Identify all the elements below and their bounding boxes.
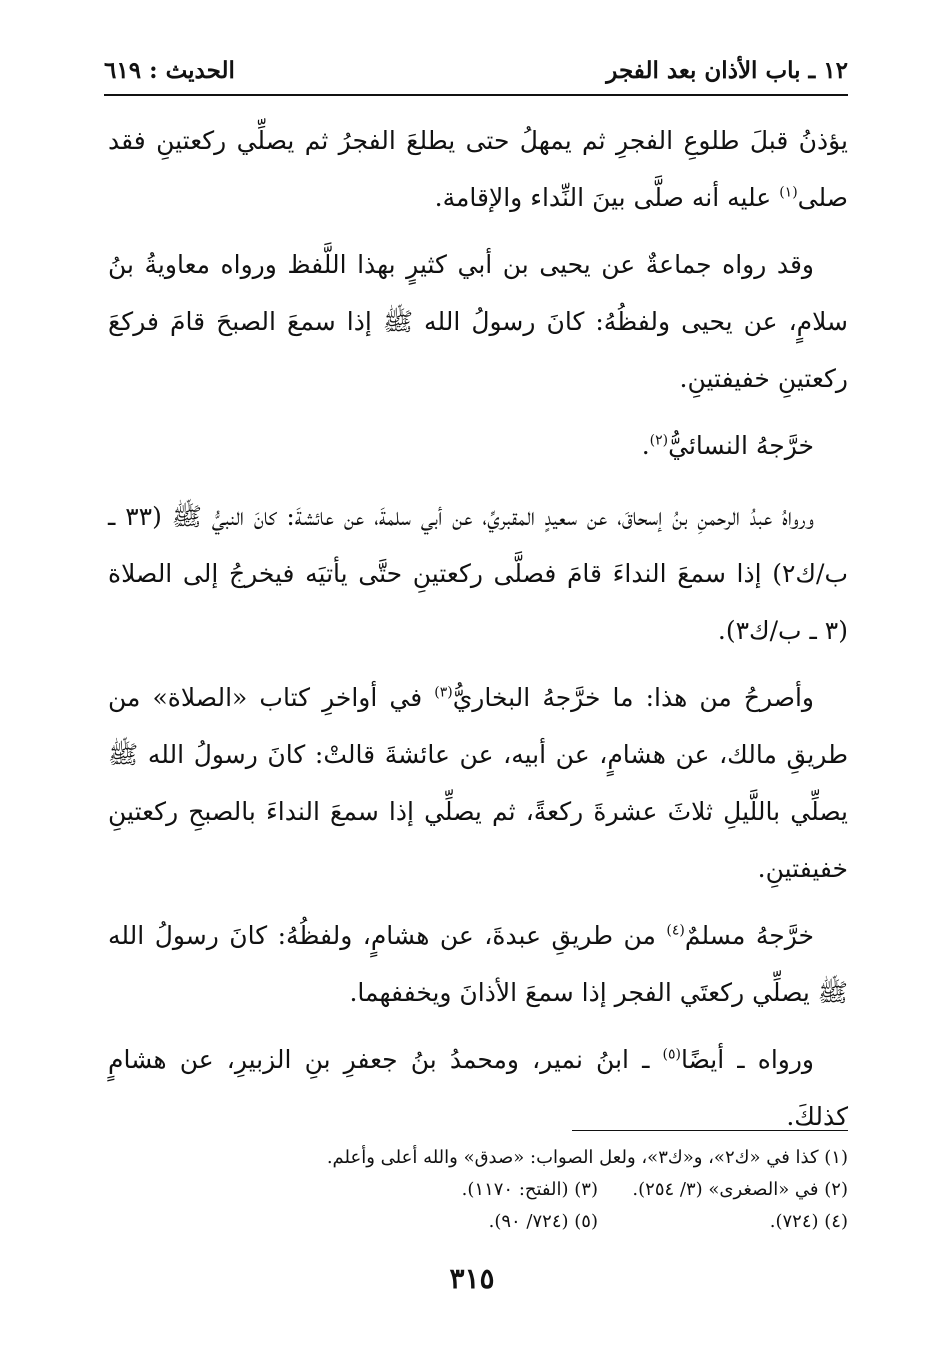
paragraph: وقد رواه جماعةٌ عن يحيى بن أبي كثيرٍ بهذا اللَّفظ ورواه معاويةُ بنُ سلامٍ، عن يحيى ولفظُهُ: كانَ رسولُ الله ﷺ إذا سمعَ الصبحَ قامَ فركعَ ركعتينِ خفيفتينِ. xyxy=(108,250,848,393)
chapter-title: ١٢ ـ باب الأذان بعد الفجر xyxy=(606,56,848,84)
footnote-5: (٥) (٧٢٤/ ٩٠). xyxy=(488,1211,598,1232)
footnote-marker: (٥) xyxy=(662,1046,681,1063)
footnote-3: (٣) (الفتح: ١١٧٠). xyxy=(461,1179,598,1200)
paragraph: خرَّجهُ مسلمٌ$^{(٤)}$ من طريقِ عبدةَ، عن هشامٍ، ولفظُهُ: كانَ رسولُ الله ﷺ يصلِّي ركعتَي الفجر إذا سمعَ الأذانَ ويخففهما. xyxy=(108,921,848,1007)
footnote-marker: (١) xyxy=(779,184,798,201)
footnote-2: (٢) في «الصغرى» (٣/ ٢٥٤). xyxy=(632,1179,848,1200)
main-text xyxy=(108,112,848,1155)
paragraph: يؤذنُ قبلَ طلوعِ الفجرِ ثم يمهلُ حتى يطلعَ الفجرُ ثم يصلِّي ركعتينِ فقد صلى$^{(١)}$ عليه أنه صلَّى بينَ النِّداء والإقامة. xyxy=(108,126,848,212)
hadith-reference: الحديث : ٦١٩ xyxy=(104,56,235,84)
footnote-divider xyxy=(572,1130,848,1131)
footnote-marker: (٣) xyxy=(434,684,453,701)
footnotes xyxy=(108,1142,848,1238)
paragraph: ورواهُ عبدُ الرحمنِ بنُ إسحاقَ، عن سعيدٍ المقبريِّ، عن أبي سلمةَ، عن عائشةَ: كانَ النبيُّ ﷺ (٣٣ ـ ب/ك٢) إذا سمعَ النداءَ قامَ فصلَّى ركعتينِ حتَّى يأتيَه فيخرجُ إلى الصلاة (٣ ـ ب/ك٣). xyxy=(108,502,848,645)
footnote-marker: (٢) xyxy=(649,432,669,449)
footnote-1: (١) كذا في «ك٢»، و«ك٣»، ولعل الصواب: «صدق» والله أعلى وأعلم. xyxy=(326,1147,848,1168)
paragraph: ورواه ـ أيضًا$^{(٥)}$ ـ ابنُ نمير، ومحمدُ بنُ جعفرِ بنِ الزبيرِ، عن هشامٍ كذلكَ. xyxy=(108,1045,848,1131)
header-divider xyxy=(104,94,848,96)
page-number: ٣١٥ xyxy=(449,1262,495,1295)
running-header xyxy=(104,52,848,88)
footnote-marker: (٤) xyxy=(666,922,685,939)
paragraph: خرَّجهُ النسائيُّ$^{(٢)}$. xyxy=(641,431,814,460)
footnote-4: (٤) (٧٢٤). xyxy=(769,1211,848,1232)
paragraph: وأصرحُ من هذا: ما خرَّجهُ البخاريُّ$^{(٣)}$ في أواخرِ كتاب «الصلاة» من طريقِ مالك، عن هشامٍ، عن أبيه، عن عائشةَ قالتْ: كانَ رسولُ الله ﷺ يصلِّي باللَّيلِ ثلاثَ عشرةَ ركعةً، ثم يصلِّي إذا سمعَ النداءَ بالصبحِ ركعتينِ خفيفتينِ. xyxy=(108,683,848,883)
